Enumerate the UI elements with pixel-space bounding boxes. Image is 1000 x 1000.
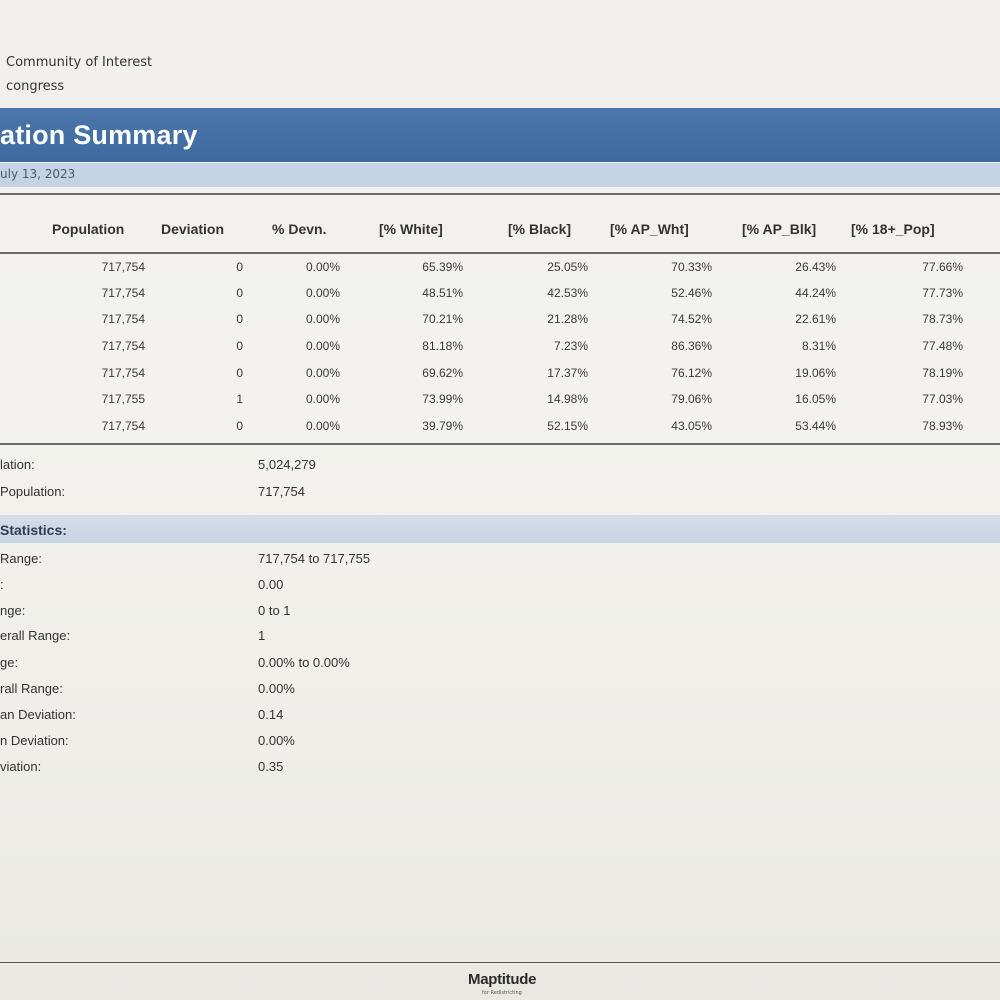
table-cell: 0.00% bbox=[305, 419, 340, 433]
table-cell: 52.15% bbox=[547, 419, 588, 433]
table-cell: 86.36% bbox=[671, 339, 712, 353]
column-header: [% White] bbox=[379, 221, 443, 237]
table-cell: 52.46% bbox=[671, 286, 712, 300]
summary-label: Population: bbox=[0, 484, 66, 499]
stat-value: 0.00% to 0.00% bbox=[258, 655, 350, 670]
table-cell: 74.52% bbox=[671, 312, 712, 326]
table-cell: 44.24% bbox=[795, 286, 836, 300]
report-header-line2: congress bbox=[6, 79, 65, 94]
table-cell: 1 bbox=[236, 392, 243, 406]
table-cell: 717,754 bbox=[101, 260, 145, 274]
stat-label: ge: bbox=[0, 655, 19, 670]
table-cell: 0.00% bbox=[305, 366, 340, 380]
report-date: uly 13, 2023 bbox=[0, 167, 76, 181]
table-cell: 76.12% bbox=[671, 366, 712, 380]
stat-value: 717,754 to 717,755 bbox=[258, 551, 371, 566]
stat-value: 0.00% bbox=[258, 681, 295, 696]
table-cell: 78.93% bbox=[922, 419, 963, 433]
stat-label: an Deviation: bbox=[0, 707, 76, 722]
stat-label: rall Range: bbox=[0, 681, 63, 696]
table-cell: 78.73% bbox=[922, 312, 963, 326]
table-cell: 717,754 bbox=[101, 286, 145, 300]
stats-banner bbox=[0, 515, 1000, 543]
title-banner bbox=[0, 108, 1000, 162]
table-cell: 21.28% bbox=[547, 312, 588, 326]
stat-value: 1 bbox=[258, 628, 266, 643]
table-cell: 0 bbox=[236, 419, 243, 433]
column-header: % Devn. bbox=[272, 221, 327, 237]
summary-label: lation: bbox=[0, 457, 35, 472]
table-cell: 8.31% bbox=[801, 339, 836, 353]
report-title: ation Summary bbox=[0, 120, 198, 150]
summary-value: 5,024,279 bbox=[258, 457, 316, 472]
table-cell: 25.05% bbox=[547, 260, 588, 274]
column-header: [% Black] bbox=[508, 221, 572, 237]
table-cell: 22.61% bbox=[795, 312, 836, 326]
stat-label: viation: bbox=[0, 759, 42, 774]
table-cell: 717,754 bbox=[101, 312, 145, 326]
summary-value: 717,754 bbox=[258, 484, 305, 499]
stat-value: 0.00 bbox=[258, 577, 284, 592]
table-cell: 53.44% bbox=[795, 419, 836, 433]
stat-label: Range: bbox=[0, 551, 42, 566]
table-cell: 26.43% bbox=[795, 260, 836, 274]
table-cell: 48.51% bbox=[422, 286, 463, 300]
table-cell: 65.39% bbox=[422, 260, 463, 274]
column-header: [% AP_Wht] bbox=[610, 221, 689, 237]
table-cell: 717,754 bbox=[101, 366, 145, 380]
table-cell: 77.48% bbox=[922, 339, 963, 353]
table-cell: 81.18% bbox=[422, 339, 463, 353]
table-cell: 70.33% bbox=[671, 260, 712, 274]
table-cell: 69.62% bbox=[422, 366, 463, 380]
table-cell: 717,754 bbox=[101, 339, 145, 353]
column-header: [% AP_Blk] bbox=[742, 221, 817, 237]
stat-value: 0.35 bbox=[258, 759, 284, 774]
table-cell: 0 bbox=[236, 366, 243, 380]
table-cell: 7.23% bbox=[553, 339, 588, 353]
table-cell: 42.53% bbox=[547, 286, 588, 300]
table-cell: 717,754 bbox=[101, 419, 145, 433]
table-cell: 77.66% bbox=[922, 260, 963, 274]
table-cell: 0 bbox=[236, 312, 243, 326]
table-cell: 0.00% bbox=[305, 260, 340, 274]
table-header-rule bbox=[0, 252, 1000, 254]
stat-value: 0.00% bbox=[258, 733, 295, 748]
table-cell: 43.05% bbox=[671, 419, 712, 433]
stat-value: 0 to 1 bbox=[258, 603, 291, 618]
column-header: Population bbox=[52, 221, 125, 237]
table-cell: 0.00% bbox=[305, 312, 340, 326]
table-cell: 79.06% bbox=[671, 392, 712, 406]
stat-label: n Deviation: bbox=[0, 733, 69, 748]
table-cell: 77.03% bbox=[922, 392, 963, 406]
maptitude-logo: Maptitude bbox=[468, 971, 537, 988]
table-cell: 16.05% bbox=[795, 392, 836, 406]
table-cell: 0 bbox=[236, 286, 243, 300]
table-cell: 14.98% bbox=[547, 392, 588, 406]
table-cell: 78.19% bbox=[922, 366, 963, 380]
stat-label: : bbox=[0, 577, 4, 592]
table-cell: 70.21% bbox=[422, 312, 463, 326]
table-cell: 0.00% bbox=[305, 339, 340, 353]
stat-label: nge: bbox=[0, 603, 26, 618]
table-cell: 0.00% bbox=[305, 286, 340, 300]
table-cell: 39.79% bbox=[422, 419, 463, 433]
table-cell: 73.99% bbox=[422, 392, 463, 406]
table-cell: 0 bbox=[236, 339, 243, 353]
date-banner bbox=[0, 163, 1000, 187]
maptitude-logo-subtitle: for Redistricting bbox=[482, 990, 522, 996]
table-cell: 717,755 bbox=[101, 392, 145, 406]
report-header-line1: Community of Interest bbox=[6, 55, 153, 70]
table-cell: 77.73% bbox=[922, 286, 963, 300]
table-top-rule bbox=[0, 193, 1000, 195]
table-cell: 0 bbox=[236, 260, 243, 274]
table-cell: 19.06% bbox=[795, 366, 836, 380]
footer-rule bbox=[0, 962, 1000, 963]
table-bottom-rule bbox=[0, 443, 1000, 445]
stat-label: erall Range: bbox=[0, 628, 71, 643]
column-header: [% 18+_Pop] bbox=[851, 221, 935, 237]
stat-value: 0.14 bbox=[258, 707, 284, 722]
table-cell: 17.37% bbox=[547, 366, 588, 380]
stats-title: Statistics: bbox=[0, 522, 67, 538]
table-cell: 0.00% bbox=[305, 392, 340, 406]
column-header: Deviation bbox=[161, 221, 225, 237]
